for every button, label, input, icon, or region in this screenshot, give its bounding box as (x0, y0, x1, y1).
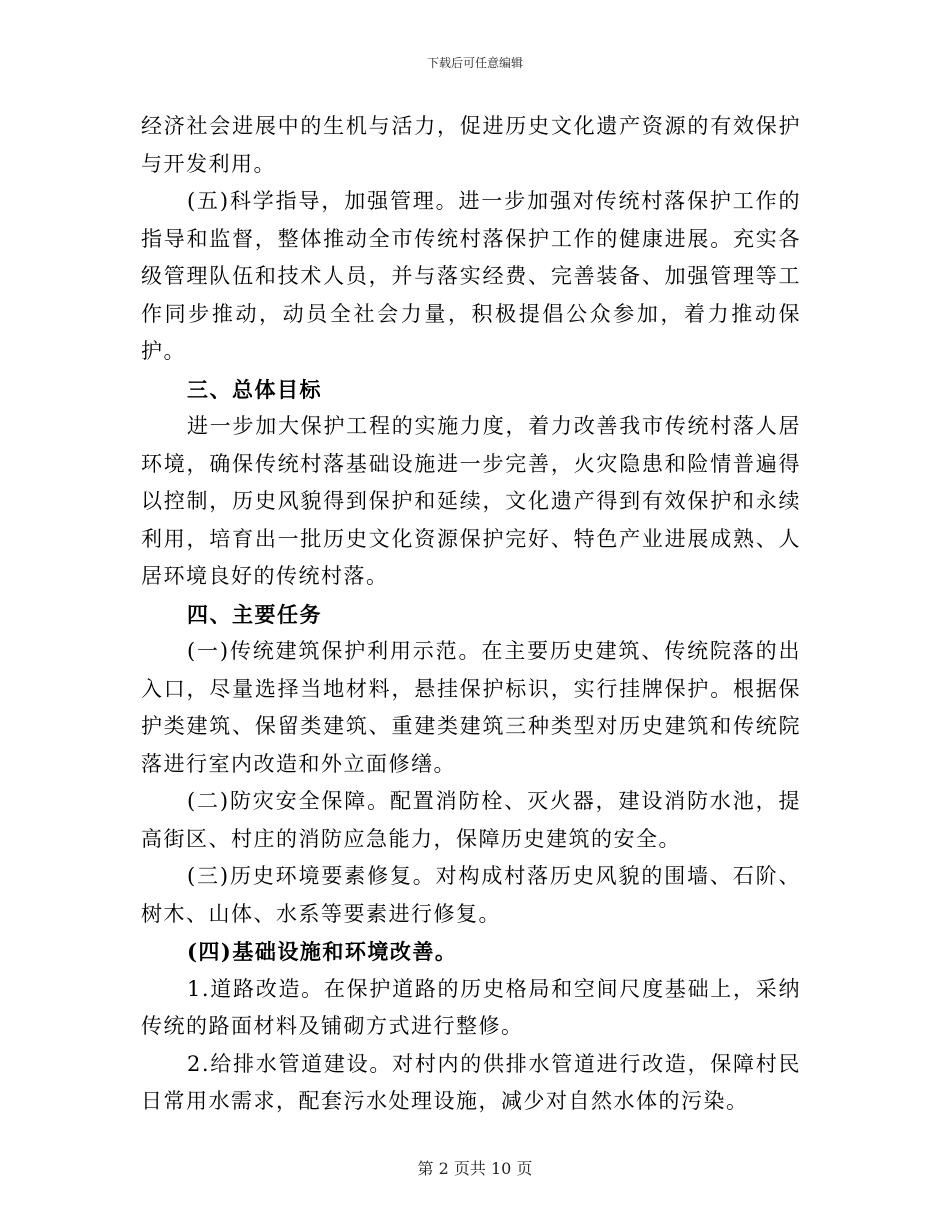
paragraph: (三)历史环境要素修复。对构成村落历史风貌的围墙、石阶、树木、山体、水系等要素进行修复。 (141, 864, 801, 926)
paragraph: 2.给排水管道建设。对村内的供排水管道进行改造，保障村民日常用水需求，配套污水处理设施，减少对自然水体的污染。 (141, 1051, 801, 1113)
page-header: 下载后可任意编辑 (426, 56, 523, 70)
paragraph: 进一步加大保护工程的实施力度，着力改善我市传统村落人居环境，确保传统村落基础设施进一步完善，火灾隐患和险情普遍得以控制，历史风貌得到保护和延续，文化遗产得到有效保护和永续利用，培育出一批历史文化资源保护完好、特色产业进展成熟、人居环境良好的传统村落。 (141, 414, 801, 588)
document-body (141, 108, 801, 1121)
paragraph: 经济社会进展中的生机与活力，促进历史文化遗产资源的有效保护与开发利用。 (141, 114, 801, 176)
paragraph: 1.道路改造。在保护道路的历史格局和空间尺度基础上，采纳传统的路面材料及铺砌方式进行整修。 (141, 976, 801, 1038)
paragraph: (二)防灾安全保障。配置消防栓、灭火器，建设消防水池，提高街区、村庄的消防应急能力，保障历史建筑的安全。 (141, 789, 801, 851)
section-heading: 三、总体目标 (187, 376, 322, 402)
section-heading: 四、主要任务 (187, 601, 322, 627)
paragraph: (五)科学指导，加强管理。进一步加强对传统村落保护工作的指导和监督，整体推动全市传统村落保护工作的健康进展。充实各级管理队伍和技术人员，并与落实经费、完善装备、加强管理等工作同步推动，动员全社会力量，积极提倡公众参加，着力推动保护。 (141, 189, 801, 363)
page-number: 第 2 页共 10 页 (417, 1159, 533, 1178)
subsection-heading: (四)基础设施和环境改善。 (187, 939, 458, 964)
paragraph: (一)传统建筑保护利用示范。在主要历史建筑、传统院落的出入口，尽量选择当地材料，悬挂保护标识，实行挂牌保护。根据保护类建筑、保留类建筑、重建类建筑三种类型对历史建筑和传统院落进行室内改造和外立面修缮。 (141, 639, 801, 776)
